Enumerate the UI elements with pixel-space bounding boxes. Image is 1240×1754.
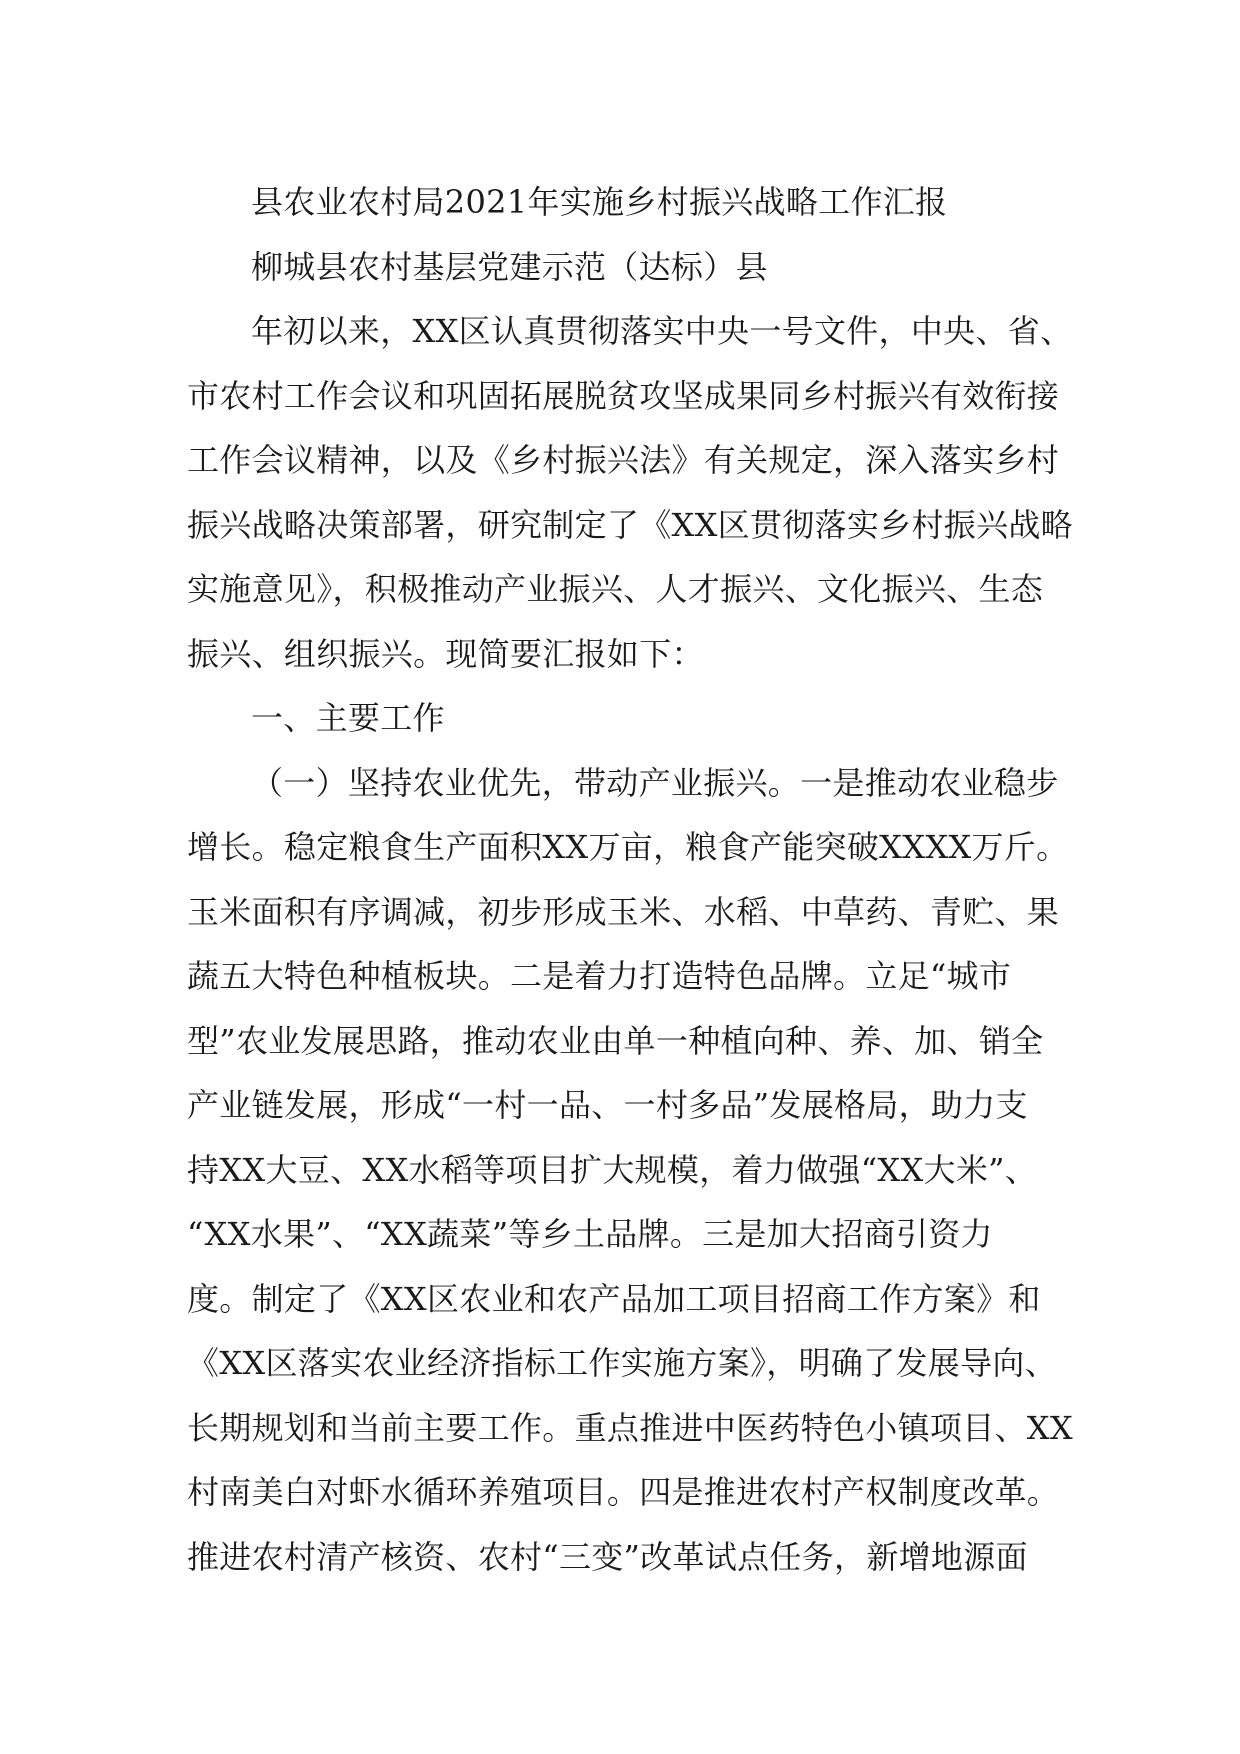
section-line: “XX水果”、“XX蔬菜”等乡土品牌。三是加大招商引资力 — [187, 1215, 993, 1253]
document-page — [187, 170, 1073, 1589]
intro-line: 振兴战略决策部署，研究制定了《XX区贯彻落实乡村振兴战略 — [187, 505, 1073, 544]
section-line: 蔬五大特色种植板块。二是着力打造特色品牌。立足“城市 — [187, 957, 1012, 995]
section-line: 度。制定了《XX区农业和农产品加工项目招商工作方案》和 — [187, 1279, 1041, 1318]
section-line: 产业链发展，形成“一村一品、一村多品”发展格局，助力支 — [187, 1086, 1028, 1124]
intro-line: 市农村工作会议和巩固拓展脱贫攻坚成果同乡村振兴有效衔接 — [187, 376, 1060, 415]
section-line: 持XX大豆、XX水稻等项目扩大规模，着力做强“XX大米”、 — [187, 1150, 1038, 1189]
section-line: 《XX区落实农业经济指标工作实施方案》，明确了发展导向、 — [187, 1344, 1057, 1382]
intro-line: 工作会议精神，以及《乡村振兴法》有关规定，深入落实乡村 — [187, 441, 1060, 479]
section-line: 型”农业发展思路，推动农业由单一种植向种、养、加、销全 — [187, 1021, 1044, 1060]
intro-line: 年初以来，XX区认真贯彻落实中央一号文件，中央、省、 — [251, 312, 1073, 350]
section-line: 长期规划和当前主要工作。重点推进中医药特色小镇项目、XX — [187, 1408, 1073, 1447]
intro-line: 实施意见》，积极推动产业振兴、人才振兴、文化振兴、生态 — [187, 570, 1044, 608]
section-heading: 一、主要工作 — [251, 699, 445, 737]
section-line: 增长。稳定粮食生产面积XX万亩，粮食产能突破XXXX万斤。 — [187, 828, 1069, 866]
document-subtitle: 柳城县农村基层党建示范（达标）县 — [251, 247, 768, 286]
intro-line: 振兴、组织振兴。现简要汇报如下： — [187, 634, 704, 673]
document-title: 县农业农村局2021年实施乡村振兴战略工作汇报 — [251, 183, 948, 221]
section-line: （一）坚持农业优先，带动产业振兴。一是推动农业稳步 — [251, 763, 1059, 802]
section-line: 村南美白对虾水循环养殖项目。四是推进农村产权制度改革。 — [187, 1473, 1060, 1511]
section-line: 推进农村清产核资、农村“三变”改革试点任务，新增地源面 — [187, 1537, 1028, 1576]
section-line: 玉米面积有序调减，初步形成玉米、水稻、中草药、青贮、果 — [187, 892, 1060, 931]
